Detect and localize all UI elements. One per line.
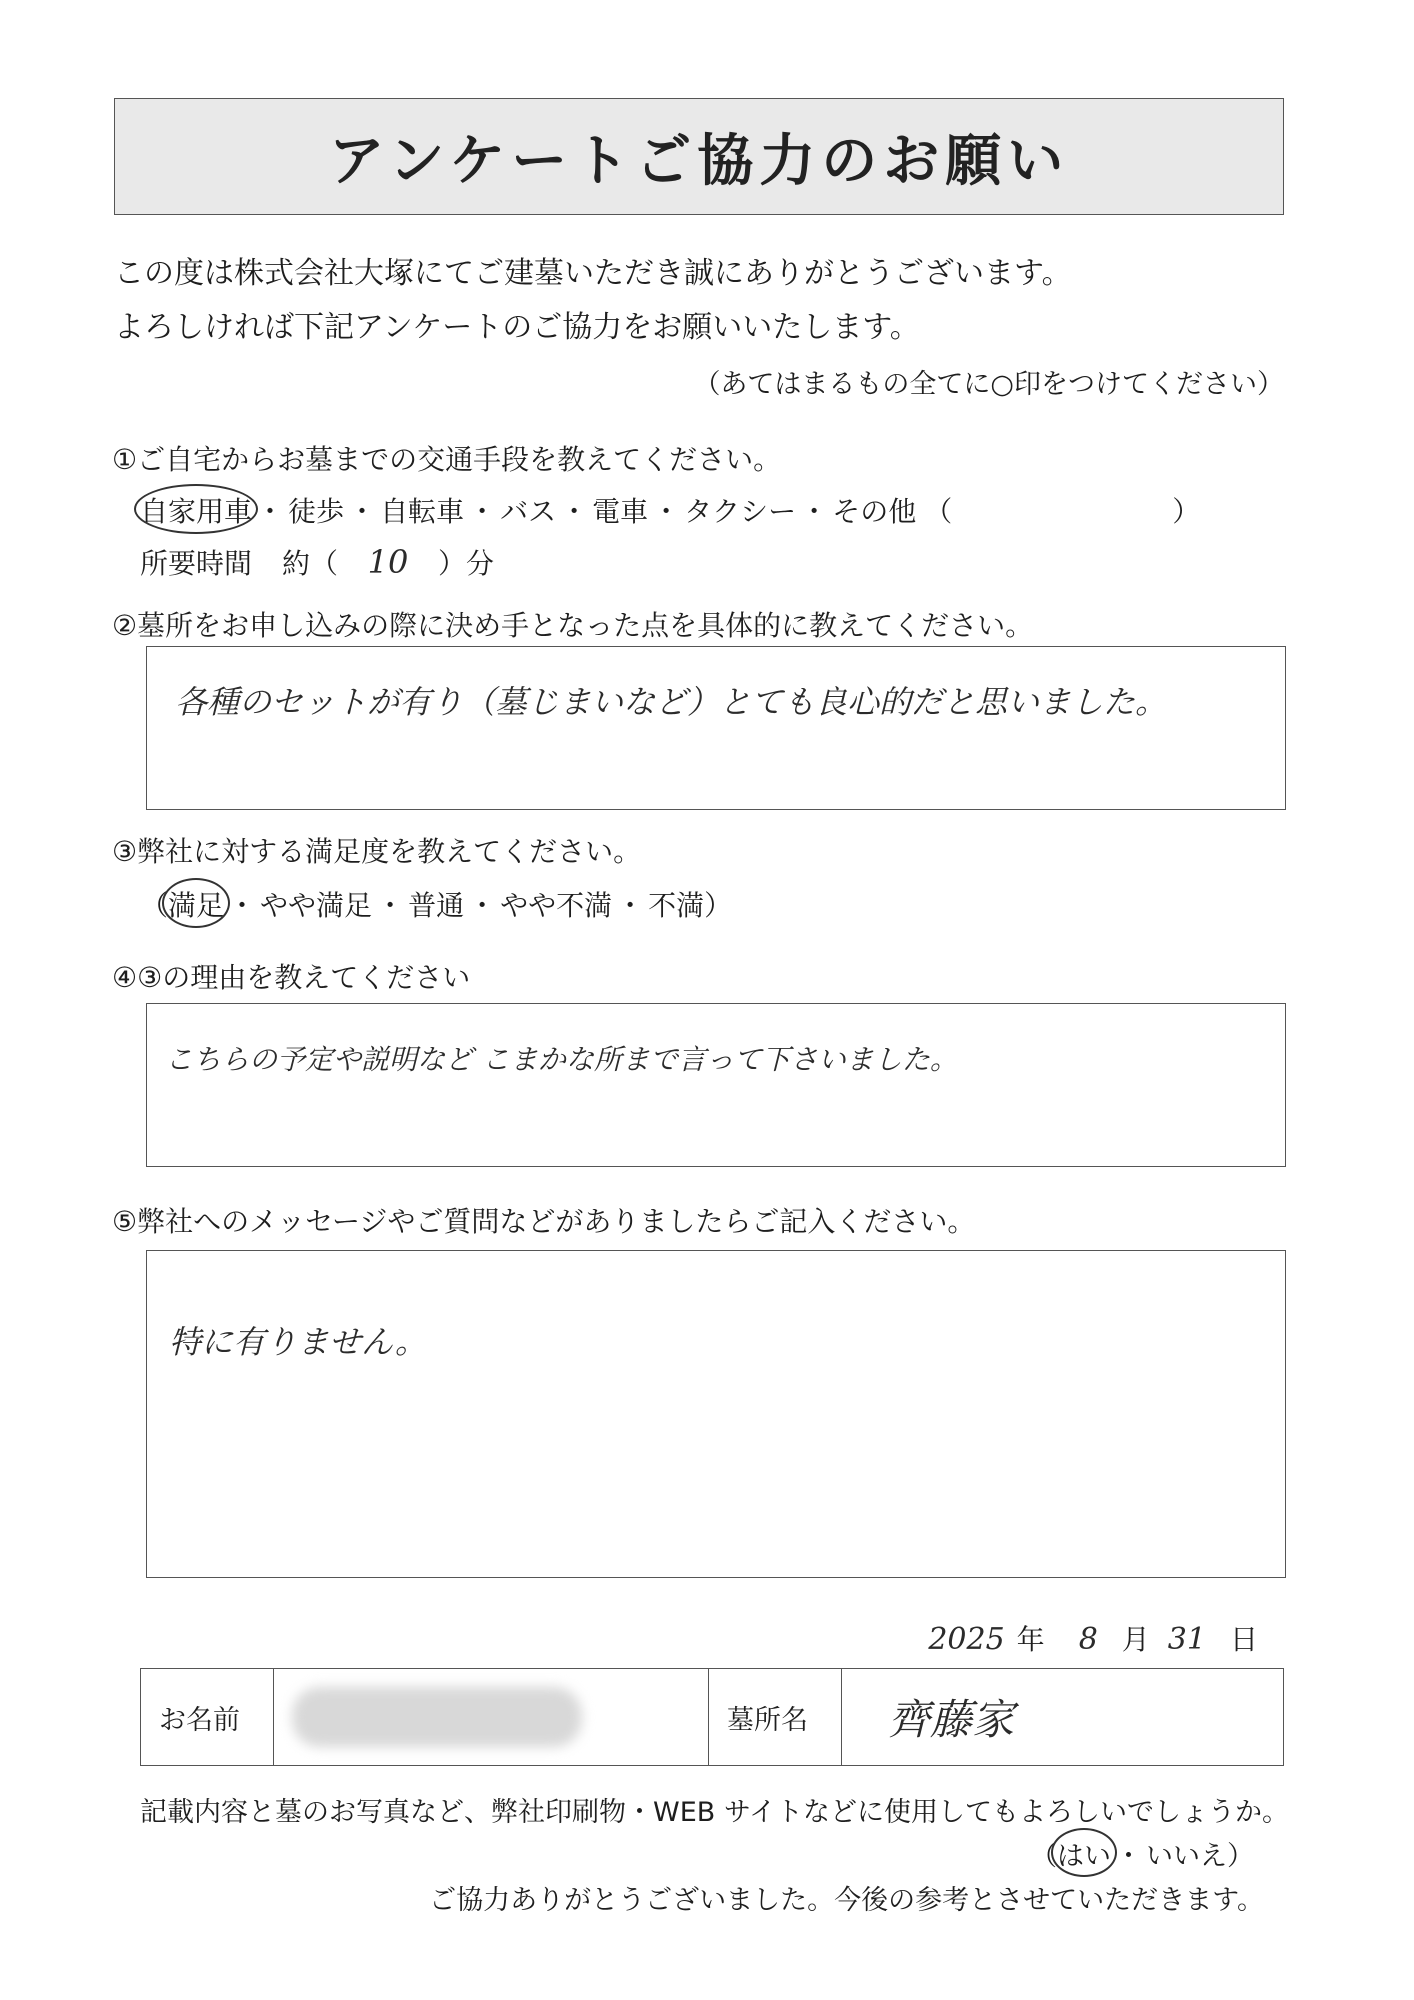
- q3-close-paren: ）: [704, 889, 733, 922]
- circle-instruction: （あてはまるもの全てに○印をつけてください）: [693, 369, 1284, 400]
- q5-label: ⑤弊社へのメッセージやご質問などがありましたらご記入ください。: [112, 1205, 976, 1238]
- q1-option-other[interactable]: その他: [832, 495, 917, 528]
- q5-answer-box[interactable]: [146, 1250, 1286, 1578]
- date-year-label: 年: [1016, 1623, 1045, 1656]
- q1-option-walk[interactable]: 徒歩: [288, 495, 345, 528]
- q1-time-unit: ）分: [438, 547, 495, 580]
- q1-other-close-paren: ）: [1172, 495, 1201, 528]
- q3-label: ③弊社に対する満足度を教えてください。: [112, 835, 642, 868]
- date-month-label: 月: [1121, 1623, 1150, 1656]
- q3-option-satisfied[interactable]: 満足: [168, 884, 224, 924]
- q2-answer-box[interactable]: [146, 646, 1286, 810]
- q1-time-approx: 約（: [282, 547, 339, 580]
- q3-open-paren: （: [140, 889, 169, 922]
- q1-time-row: [140, 542, 494, 582]
- q4-answer-text: こちらの予定や説明など こまかな所まで言って下さいました。: [165, 1043, 958, 1076]
- consent-yes-option[interactable]: はい: [1057, 1834, 1111, 1873]
- title-banner: [114, 98, 1284, 215]
- q1-other-open-paren: （: [924, 495, 953, 528]
- q1-option-train[interactable]: 電車: [592, 495, 649, 528]
- q1-option-bus[interactable]: バス: [500, 495, 557, 528]
- intro-line-1: この度は株式会社大塚にてご建墓いただき誠にありがとうございます。: [114, 256, 1072, 291]
- name-field[interactable]: [274, 1669, 709, 1766]
- plot-name-field[interactable]: 齊藤家: [842, 1669, 1284, 1766]
- consent-no-option[interactable]: いいえ: [1146, 1841, 1227, 1872]
- consent-close-paren: ）: [1227, 1841, 1254, 1872]
- consent-question: 記載内容と墓のお写真など、弊社印刷物・WEB サイトなどに使用してもよろしいでしょうか。: [140, 1797, 1289, 1828]
- q1-time-label: 所要時間: [140, 547, 253, 580]
- q3-option-somewhat-satisfied[interactable]: やや満足: [260, 889, 373, 922]
- date-row: [928, 1618, 1258, 1658]
- q3-options: （ 満足 ・ やや満足 ・ 普通 ・ やや不満 ・ 不満 ）: [140, 884, 732, 924]
- intro-line-2: よろしければ下記アンケートのご協力をお願いいたします。: [114, 310, 920, 345]
- q4-answer-box[interactable]: [146, 1003, 1286, 1167]
- q2-answer-text: 各種のセットが有り（墓じまいなど）とても良心的だと思いました。: [175, 683, 1168, 721]
- date-day-value[interactable]: 31: [1167, 1622, 1206, 1657]
- q5-answer-text: 特に有りません。: [169, 1323, 427, 1361]
- date-day-label: 日: [1229, 1623, 1258, 1656]
- redacted-name: [292, 1687, 582, 1747]
- consent-separator: ・: [1115, 1841, 1142, 1872]
- consent-open-paren: （: [1030, 1841, 1057, 1872]
- q3-option-somewhat-dissatisfied[interactable]: やや不満: [500, 889, 613, 922]
- q4-label: ④③の理由を教えてください: [112, 961, 471, 994]
- q2-label: ②墓所をお申し込みの際に決め手となった点を具体的に教えてください。: [112, 609, 1034, 642]
- date-month-value[interactable]: 8: [1078, 1622, 1098, 1657]
- closing-message: ご協力ありがとうございました。今後の参考とさせていただきます。: [429, 1885, 1264, 1916]
- consent-options: [1030, 1834, 1254, 1873]
- q3-option-dissatisfied[interactable]: 不満: [648, 889, 705, 922]
- q1-option-taxi[interactable]: タクシー: [684, 495, 797, 528]
- name-label: お名前: [141, 1669, 274, 1766]
- q3-option-neutral[interactable]: 普通: [408, 889, 465, 922]
- q1-label: ①ご自宅からお墓までの交通手段を教えてください。: [112, 443, 782, 476]
- q1-option-bicycle[interactable]: 自転車: [380, 495, 465, 528]
- q1-option-car[interactable]: 自家用車: [140, 490, 252, 530]
- date-year-value[interactable]: 2025: [928, 1622, 1005, 1657]
- q1-options: 自家用車 ・ 徒歩 ・ 自転車 ・ バス ・ 電車 ・ タクシー ・ その他 （ ）: [140, 490, 1220, 530]
- form-title: アンケートご協力のお願い: [328, 128, 1070, 194]
- q1-time-value[interactable]: 10: [367, 543, 409, 581]
- customer-info-table: [140, 1668, 1284, 1766]
- plot-label: 墓所名: [709, 1669, 842, 1766]
